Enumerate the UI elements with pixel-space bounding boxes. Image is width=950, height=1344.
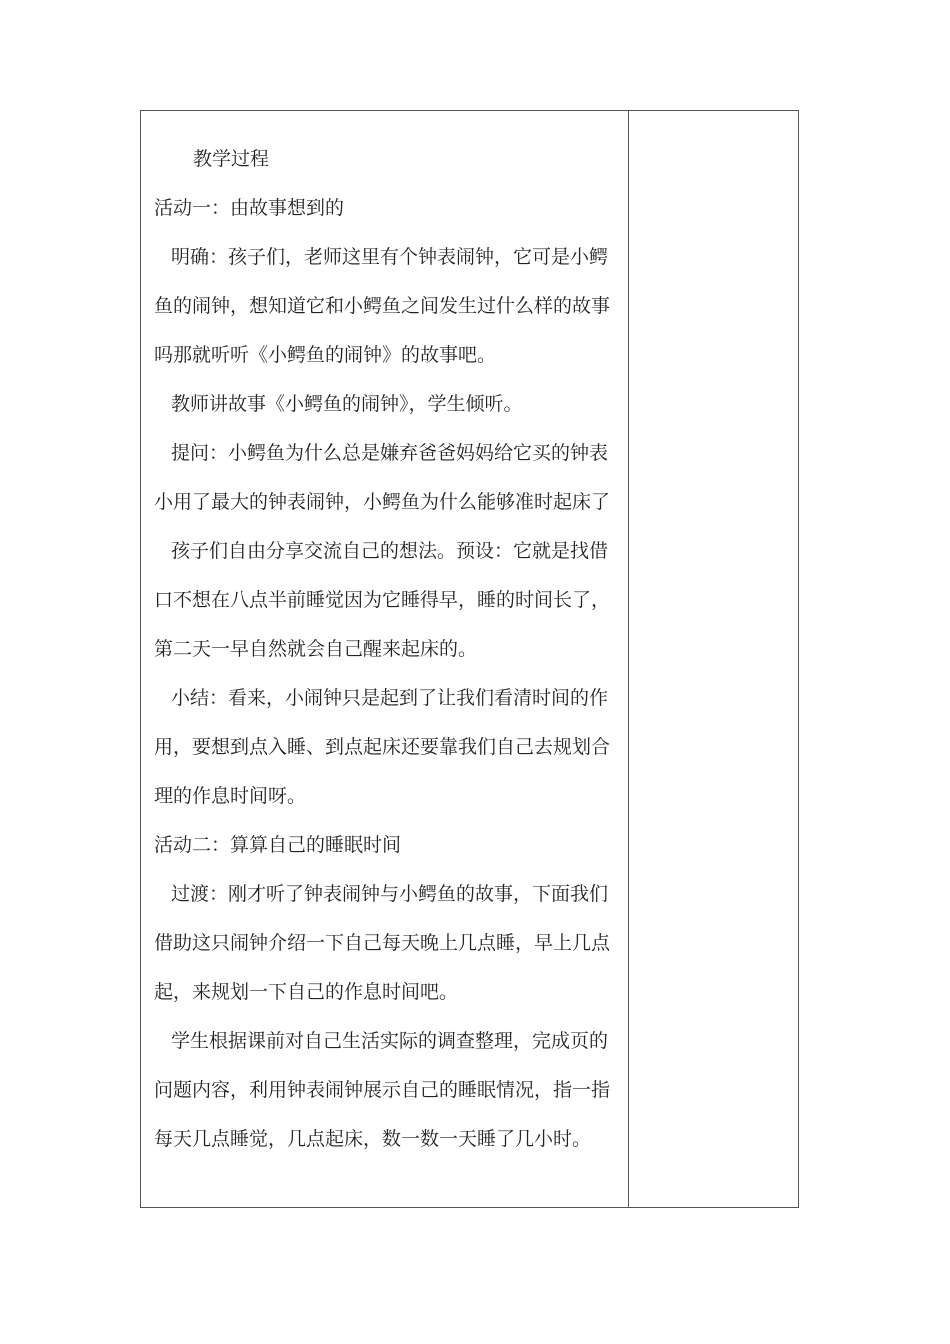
text-line: 鱼的闹钟，想知道它和小鳄鱼之间发生过什么样的故事	[154, 295, 611, 317]
text-line: 学生根据课前对自己生活实际的调查整理，完成页的	[171, 1030, 609, 1052]
lesson-plan-table	[140, 110, 799, 1208]
activity-one-heading: 活动一：由故事想到的	[154, 197, 345, 219]
text-line: 吗那就听听《小鳄鱼的闹钟》的故事吧。	[154, 344, 497, 366]
section-heading: 教学过程	[193, 148, 270, 170]
activity-two-heading: 活动二：算算自己的睡眠时间	[154, 834, 402, 856]
text-line: 小用了最大的钟表闹钟，小鳄鱼为什么能够准时起床了	[154, 491, 611, 513]
text-line: 每天几点睡觉，几点起床，数一数一天睡了几小时。	[154, 1128, 592, 1150]
text-line: 起，来规划一下自己的作息时间吧。	[154, 981, 459, 1003]
text-line: 口不想在八点半前睡觉因为它睡得早，睡的时间长了，	[154, 589, 611, 611]
text-line: 借助这只闹钟介绍一下自己每天晚上几点睡，早上几点	[154, 932, 611, 954]
text-line: 提问：小鳄鱼为什么总是嫌弃爸爸妈妈给它买的钟表	[171, 442, 609, 464]
text-line: 教师讲故事《小鳄鱼的闹钟》，学生倾听。	[171, 393, 523, 415]
text-line: 小结：看来，小闹钟只是起到了让我们看清时间的作	[171, 687, 609, 709]
text-line: 用，要想到点入睡、到点起床还要靠我们自己去规划合	[154, 736, 611, 758]
notes-cell	[629, 111, 798, 1207]
text-line: 理的作息时间呀。	[154, 785, 307, 807]
teaching-process-cell	[141, 111, 628, 1207]
text-line: 孩子们自由分享交流自己的想法。预设：它就是找借	[171, 540, 609, 562]
text-line: 第二天一早自然就会自己醒来起床的。	[154, 638, 478, 660]
text-line: 过渡：刚才听了钟表闹钟与小鳄鱼的故事，下面我们	[171, 883, 609, 905]
text-line: 问题内容，利用钟表闹钟展示自己的睡眠情况，指一指	[154, 1079, 611, 1101]
text-line: 明确：孩子们，老师这里有个钟表闹钟，它可是小鳄	[171, 246, 609, 268]
